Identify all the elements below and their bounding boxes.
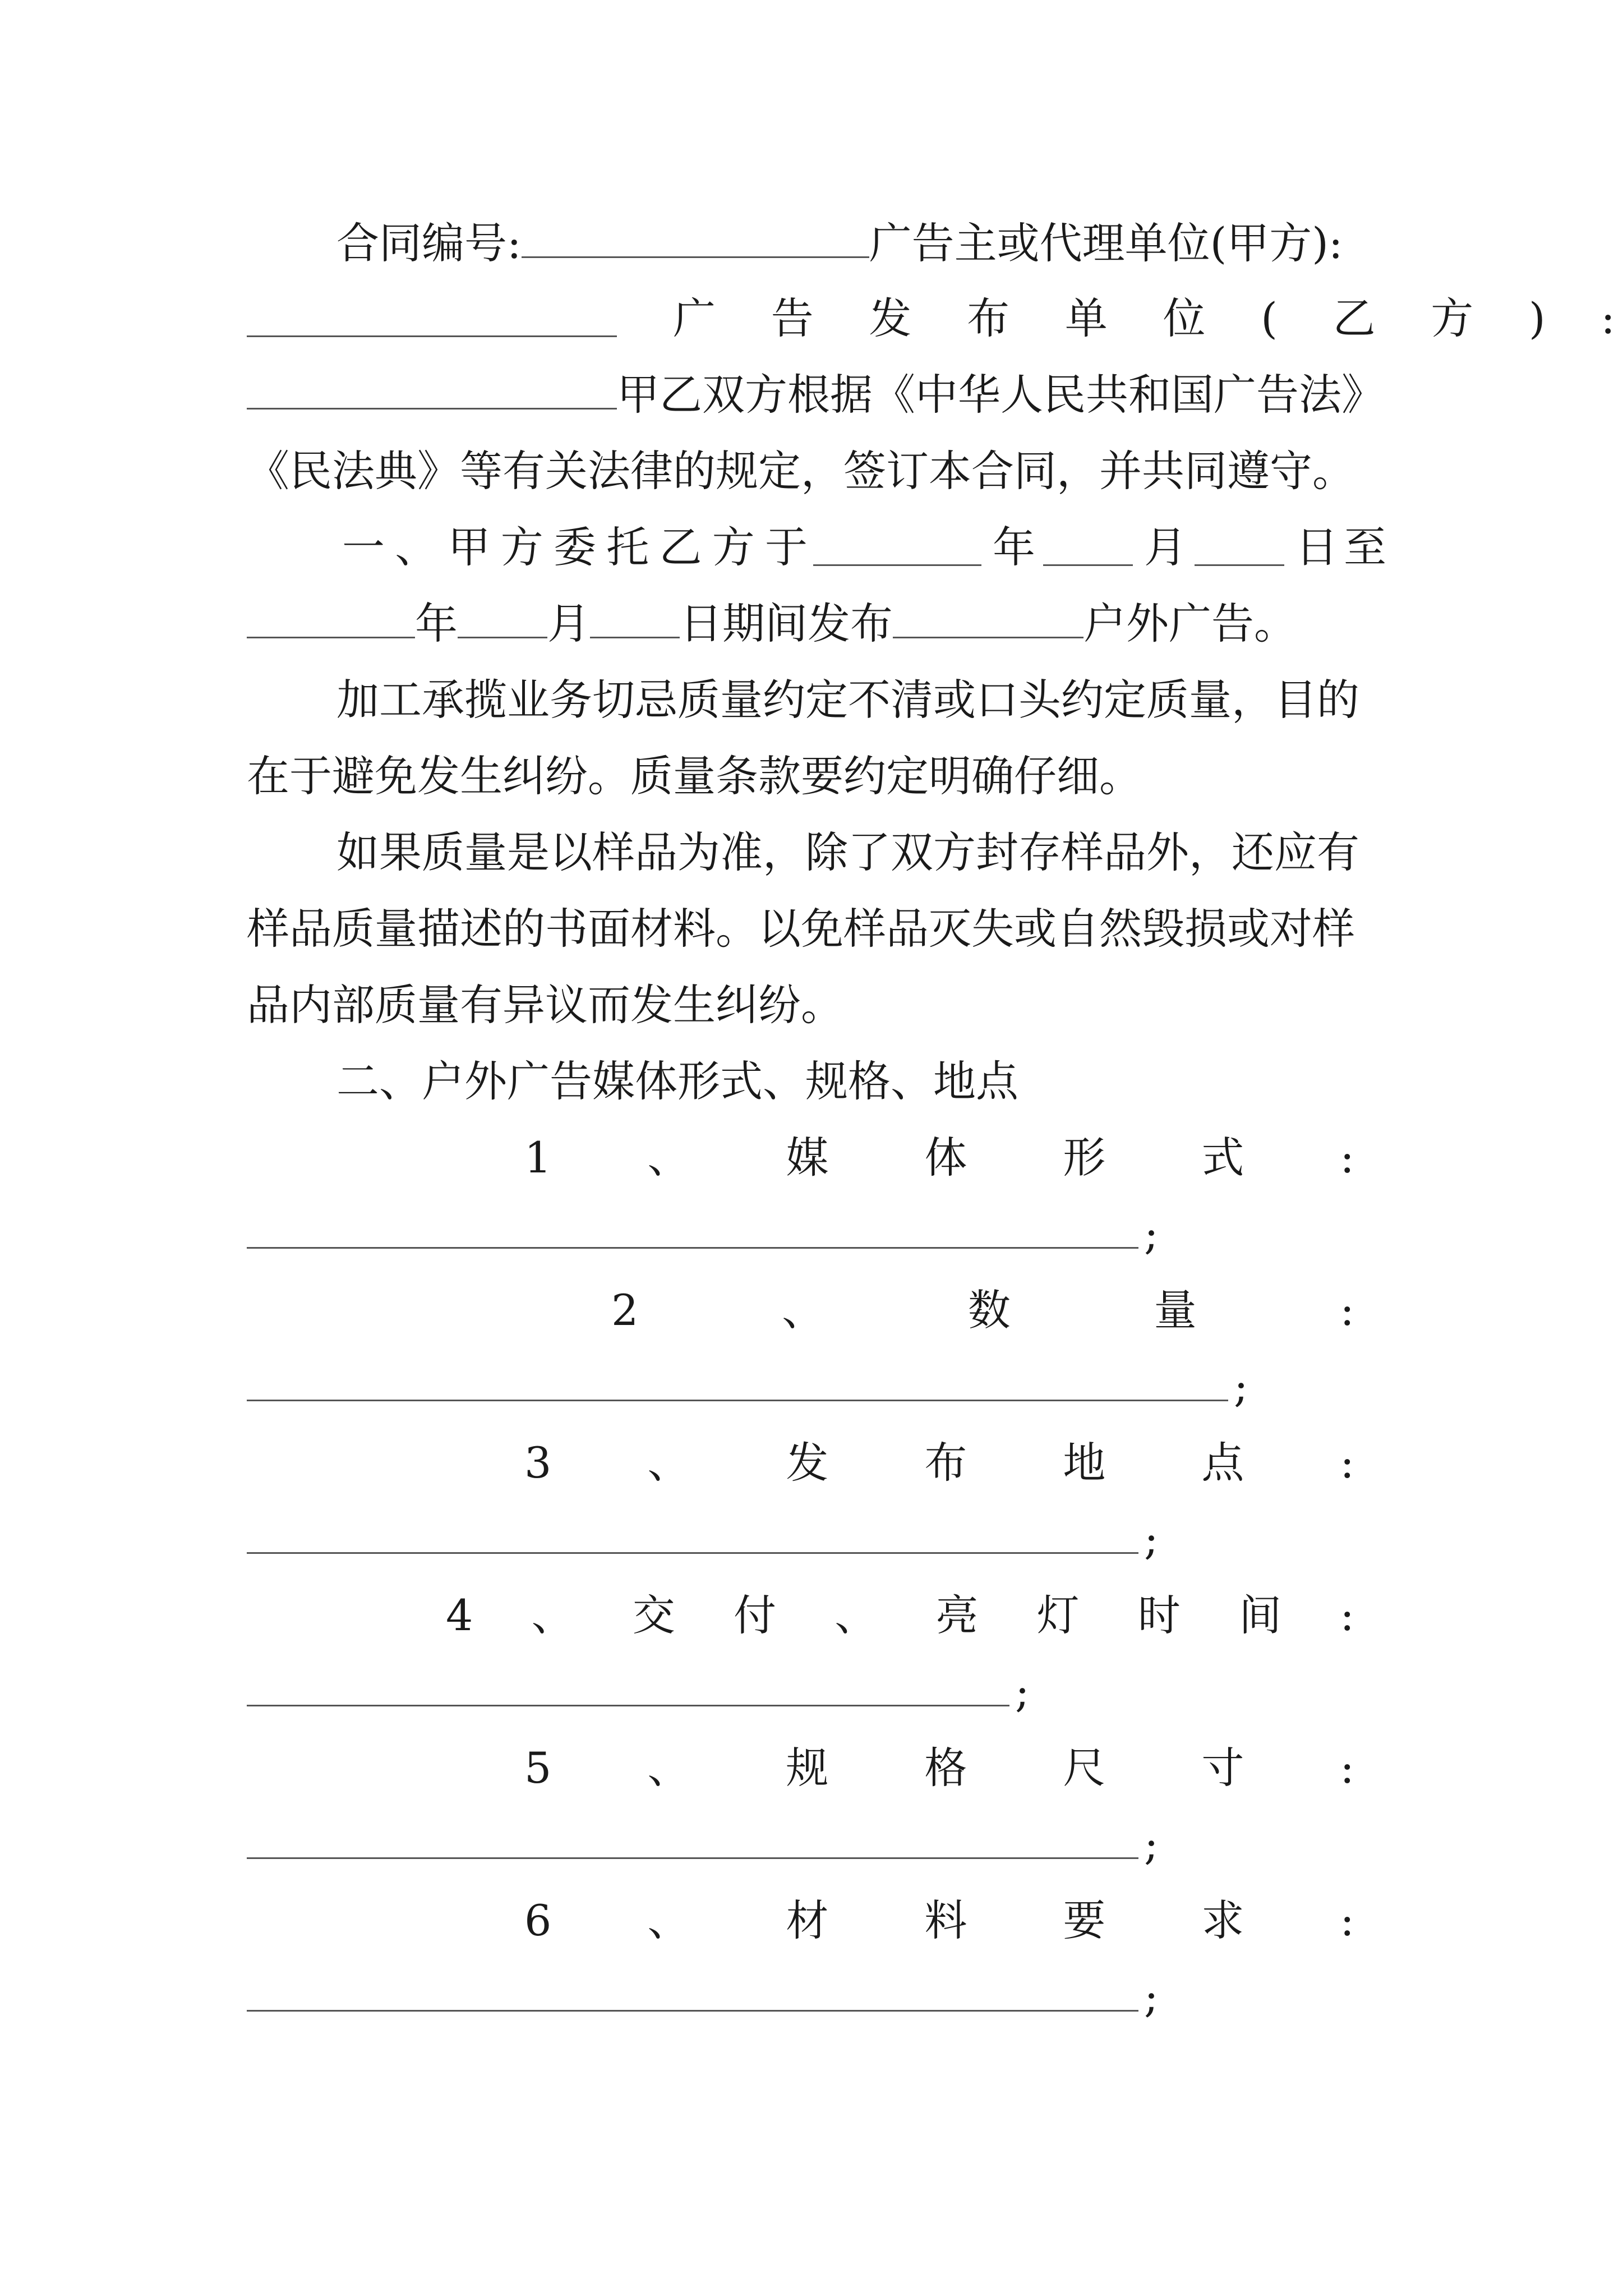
to-label: 至: [1344, 522, 1386, 572]
start-month-blank[interactable]: [1043, 518, 1133, 566]
note2-line2: 样品质量描述的书面材料。以免样品灭失或自然毁损或对样: [247, 904, 1355, 954]
contract-number-blank[interactable]: [522, 210, 869, 258]
note2-line3: 品内部质量有异议而发生纠纷。: [247, 980, 843, 1030]
end-day-blank[interactable]: [590, 591, 680, 638]
section1-line2: [247, 590, 1424, 657]
delivery-time-answer-line: ;: [247, 1658, 1424, 1726]
party-a-label: 广告主或代理单位(甲方):: [869, 218, 1343, 268]
location-answer-line: ;: [247, 1506, 1424, 1573]
start-day-blank[interactable]: [1195, 518, 1284, 566]
end-year-blank[interactable]: [247, 591, 415, 638]
materials-answer-line: ;: [247, 1963, 1424, 2031]
end-month-blank[interactable]: [458, 591, 547, 638]
location-blank[interactable]: [247, 1506, 1138, 1554]
party-a-blank[interactable]: [247, 289, 617, 337]
note1-line2: 在于避免发生纠纷。质量条款要约定明确仔细。: [247, 751, 1142, 801]
contract-number-line: [336, 210, 1436, 277]
dimensions-answer-line: ;: [247, 1811, 1424, 1878]
contract-number-label: 合同编号:: [336, 218, 522, 268]
party-b-line: [247, 285, 1615, 352]
media-form-answer-line: ;: [247, 1200, 1424, 1268]
day-label: 日: [1295, 522, 1338, 572]
dimensions-blank[interactable]: [247, 1811, 1138, 1859]
quantity-blank[interactable]: [247, 1354, 1228, 1401]
ad-content-blank[interactable]: [893, 591, 1083, 638]
start-year-blank[interactable]: [813, 518, 981, 566]
outdoor-ad-text: 户外广告。: [1083, 599, 1297, 648]
item-dimensions: 5 、 规 格 尺 寸 :: [524, 1743, 1354, 1793]
note1-line1: 加工承揽业务切忌质量约定不清或口头约定质量，目的: [336, 675, 1359, 725]
period-text: 日期间发布: [680, 599, 893, 648]
quantity-answer-line: ;: [247, 1353, 1424, 1420]
note2-line1: 如果质量是以样品为准，除了双方封存样品外，还应有: [336, 827, 1359, 877]
delivery-time-blank[interactable]: [247, 1659, 1009, 1706]
item-location: 3 、 发 布 地 点 :: [524, 1438, 1354, 1488]
item-media-form: 1 、 媒 体 形 式 :: [524, 1133, 1354, 1182]
year-label: 年: [993, 522, 1035, 572]
materials-blank[interactable]: [247, 1964, 1138, 2012]
legal-basis-line-2: [247, 438, 1424, 505]
legal-basis-text-2: 《民法典》等有关法律的规定，签订本合同，并共同遵守。: [247, 446, 1355, 496]
section2-heading: 二、户外广告媒体形式、规格、地点: [336, 1056, 1018, 1106]
item-quantity: 2 、 数 量 :: [611, 1285, 1354, 1335]
legal-basis-line: [247, 361, 1424, 429]
item-delivery-time: 4 、 交 付 、 亮 灯 时 间 :: [446, 1590, 1354, 1640]
section1-commission-text: 一 、 甲 方 委 托 乙 方 于: [342, 522, 808, 572]
month-label: 月: [1144, 522, 1187, 572]
media-form-blank[interactable]: [247, 1201, 1138, 1249]
item-materials: 6 、 材 料 要 求 :: [524, 1895, 1354, 1945]
month-label-2: 月: [547, 599, 590, 648]
section1-line1: [342, 514, 1386, 581]
party-b-blank[interactable]: [247, 362, 617, 409]
party-b-label: 广 告 发 布 单 位 ( 乙 方 ) :: [673, 293, 1615, 343]
year-label-2: 年: [415, 599, 458, 648]
legal-basis-text: 甲乙双方根据《中华人民共和国广告法》: [617, 370, 1384, 420]
